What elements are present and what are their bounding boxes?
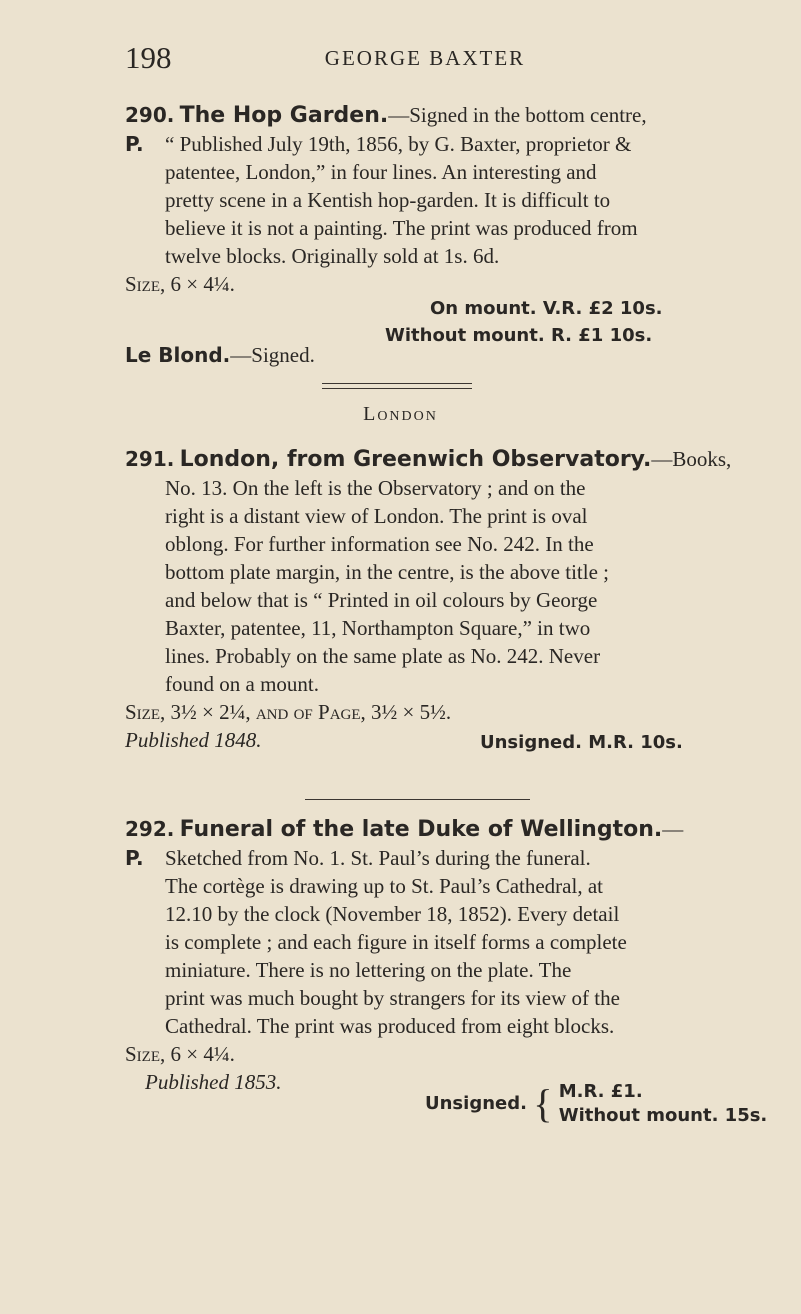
price-block <box>425 1080 767 1128</box>
price-mr: M.R. £1. <box>558 1081 643 1102</box>
entry-292 <box>125 815 765 1096</box>
divider-rule <box>305 799 530 800</box>
price-unsigned: Unsigned. <box>425 1093 527 1114</box>
published-line: Published 1853. <box>145 1070 282 1094</box>
page-number: 198 <box>125 40 172 75</box>
entry-title: London, from Greenwich Observatory. <box>179 447 652 472</box>
entry-text: No. 13. On the left is the Observatory ; and on the <box>165 476 586 500</box>
section-heading: London <box>363 403 438 425</box>
entry-text: Cathedral. The print was produced from eight blocks. <box>165 1014 615 1038</box>
published-line: Published 1848. <box>125 728 262 752</box>
divider-rule <box>322 383 472 384</box>
entry-text: The cortège is drawing up to St. Paul’s Cathedral, at <box>165 874 603 898</box>
plate-marker: P. <box>125 132 144 156</box>
entry-text: patentee, London,” in four lines. An interesting and <box>165 160 597 184</box>
entry-text: 12.10 by the clock (November 18, 1852). Every detail <box>165 902 620 926</box>
entry-text: believe it is not a painting. The print was produced from <box>165 216 638 240</box>
entry-text: is complete ; and each figure in itself forms a complete <box>165 930 627 954</box>
entry-text: print was much bought by strangers for its view of the <box>165 986 620 1010</box>
entry-title: The Hop Garden. <box>179 103 389 128</box>
le-blond-line <box>125 341 765 369</box>
entry-number: 290. <box>125 103 175 127</box>
price-stack <box>559 1080 768 1128</box>
price-unsigned: Unsigned. M.R. 10s. <box>480 732 683 753</box>
entry-text: Sketched from No. 1. St. Paul’s during the funeral. <box>165 846 591 870</box>
entry-text: oblong. For further information see No. 242. In the <box>165 532 594 556</box>
price-without-mount: Without mount. R. £1 10s. <box>385 325 653 346</box>
entry-text: right is a distant view of London. The print is oval <box>165 504 588 528</box>
entry-text: —Signed in the bottom centre, <box>388 103 647 127</box>
page-header <box>125 40 725 80</box>
brace-glyph: { <box>533 1081 553 1126</box>
entry-text: found on a mount. <box>165 672 319 696</box>
entry-290 <box>125 101 765 298</box>
entry-text: lines. Probably on the same plate as No. 242. Never <box>165 644 601 668</box>
entry-text: pretty scene in a Kentish hop-garden. It is difficult to <box>165 188 611 212</box>
size-line: Size, 3½ × 2¼, and of Page, 3½ × 5½. <box>125 700 452 724</box>
entry-text: —Books, <box>651 447 732 471</box>
size-line: Size, 6 × 4¼. <box>125 1042 235 1066</box>
entry-number: 292. <box>125 817 175 841</box>
plate-marker: P. <box>125 846 144 870</box>
entry-text: — <box>662 817 684 841</box>
entry-number: 291. <box>125 447 175 471</box>
entry-text: “ Published July 19th, 1856, by G. Baxter, proprietor & <box>165 132 632 156</box>
le-blond-signed: —Signed. <box>230 343 315 367</box>
size-line: Size, 6 × 4¼. <box>125 272 235 296</box>
le-blond-label: Le Blond. <box>125 343 231 367</box>
entry-text: twelve blocks. Originally sold at 1s. 6d. <box>165 244 500 268</box>
entry-title: Funeral of the late Duke of Wellington. <box>179 817 663 842</box>
entry-text: miniature. There is no lettering on the plate. The <box>165 958 572 982</box>
entry-text: Baxter, patentee, 11, Northampton Square,” in two <box>165 616 591 640</box>
price-without-mount: Without mount. 15s. <box>558 1105 768 1126</box>
entry-291 <box>125 445 765 754</box>
divider-rule <box>322 388 472 389</box>
price-on-mount: On mount. V.R. £2 10s. <box>430 298 663 319</box>
entry-text: bottom plate margin, in the centre, is the above title ; <box>165 560 609 584</box>
entry-text: and below that is “ Printed in oil colours by George <box>165 588 598 612</box>
running-head: GEORGE BAXTER <box>324 46 526 70</box>
